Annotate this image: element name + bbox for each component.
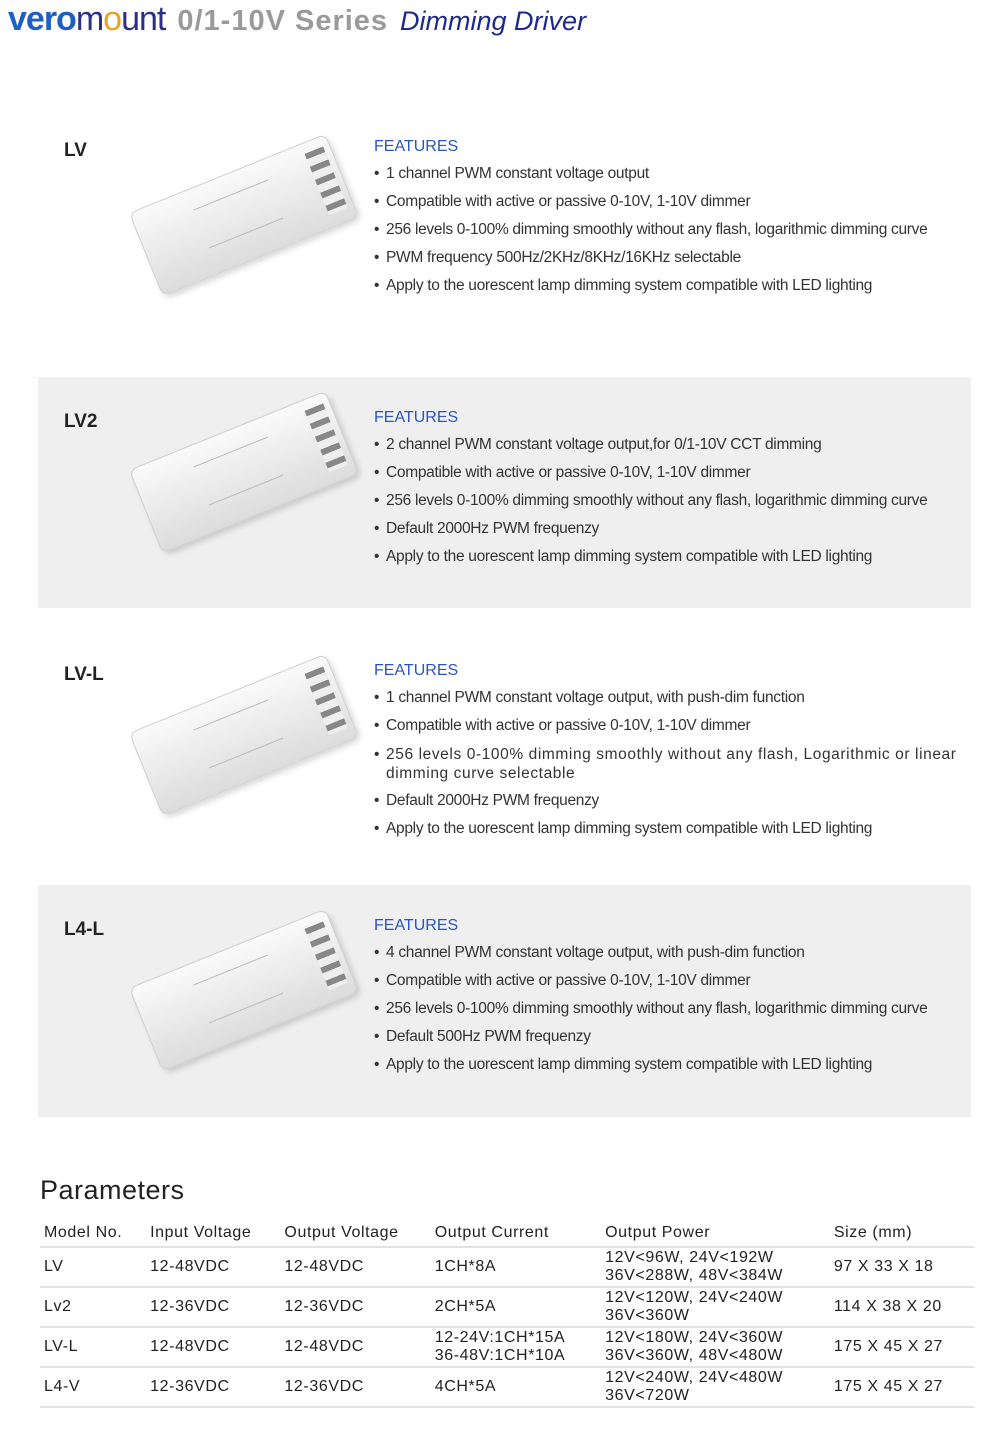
table-cell (431, 1247, 601, 1287)
features-block (374, 662, 964, 843)
cell-line: 2CH*5A (434, 1298, 497, 1315)
feature-item: • 1 channel PWM constant voltage output (374, 160, 964, 188)
cell-line: 1CH*8A (434, 1258, 497, 1275)
cell-line: 4CH*5A (434, 1378, 497, 1395)
header (8, 0, 586, 40)
series-title: 0/1-10V Series (177, 5, 389, 37)
feature-item: • 256 levels 0-100% dimming smoothly without any flash, logarithmic dimming curve (374, 216, 964, 244)
cell-line: 12V<120W, 24V<240W (605, 1289, 784, 1306)
features-block (374, 138, 964, 300)
table-cell: 12-36VDC (146, 1287, 280, 1327)
feature-item: • Compatible with active or passive 0-10V, 1-10V dimmer (374, 967, 964, 995)
features-heading: FEATURES (374, 662, 459, 679)
column-header: Size (mm) (830, 1220, 974, 1247)
column-header: Output Current (431, 1220, 601, 1247)
product-section-lv2 (38, 377, 971, 608)
feature-item: • Default 500Hz PWM frequenzy (374, 1023, 964, 1051)
feature-item: • Apply to the uorescent lamp dimming system compatible with LED lighting (374, 543, 964, 571)
table-cell: 12-48VDC (280, 1247, 430, 1287)
feature-item: • PWM frequency 500Hz/2KHz/8KHz/16KHz selectable (374, 244, 964, 272)
table-cell: LV (40, 1247, 146, 1287)
parameters-table (40, 1220, 974, 1408)
feature-item: • 1 channel PWM constant voltage output, with push-dim function (374, 684, 964, 712)
column-header: Model No. (40, 1220, 146, 1247)
table-cell: 97 X 33 X 18 (830, 1247, 974, 1287)
feature-item: • 256 levels 0-100% dimming smoothly without any flash, Logarithmic or linear dimming curve selectable (374, 740, 964, 787)
features-heading: FEATURES (374, 138, 459, 155)
table-cell (431, 1327, 601, 1367)
feature-item: • Compatible with active or passive 0-10V, 1-10V dimmer (374, 188, 964, 216)
page-title: Dimming Driver (400, 6, 587, 36)
table-row (40, 1327, 974, 1367)
table-cell: 12-36VDC (280, 1287, 430, 1327)
model-name: L4-L (64, 919, 105, 940)
cell-line: 12-24V:1CH*15A (434, 1329, 566, 1346)
cell-line: 36V<360W (605, 1307, 690, 1324)
column-header: Output Voltage (280, 1220, 430, 1247)
cell-line: 12V<240W, 24V<480W (605, 1369, 784, 1386)
feature-item: • 2 channel PWM constant voltage output,for 0/1-10V CCT dimming (374, 431, 964, 459)
feature-item: • Compatible with active or passive 0-10V, 1-10V dimmer (374, 459, 964, 487)
table-cell: L4-V (40, 1367, 146, 1407)
feature-item: • Compatible with active or passive 0-10V, 1-10V dimmer (374, 712, 964, 740)
cell-line: 12V<96W, 24V<192W (605, 1249, 774, 1266)
features-block (374, 409, 964, 571)
table-cell (601, 1327, 830, 1367)
column-header: Input Voltage (146, 1220, 280, 1247)
table-row (40, 1287, 974, 1327)
product-section-lv-l (38, 630, 971, 865)
table-cell: 114 X 38 X 20 (830, 1287, 974, 1327)
feature-item: • Apply to the uorescent lamp dimming system compatible with LED lighting (374, 272, 964, 300)
table-cell: LV-L (40, 1327, 146, 1367)
features-heading: FEATURES (374, 409, 459, 426)
feature-item: • 256 levels 0-100% dimming smoothly without any flash, logarithmic dimming curve (374, 995, 964, 1023)
cell-line: 36-48V:1CH*10A (434, 1347, 566, 1364)
feature-item: • Default 2000Hz PWM frequenzy (374, 515, 964, 543)
features-heading: FEATURES (374, 917, 459, 934)
feature-item: • Apply to the uorescent lamp dimming system compatible with LED lighting (374, 815, 964, 843)
column-header: Output Power (601, 1220, 830, 1247)
cell-line: 36V<360W, 48V<480W (605, 1347, 784, 1364)
cell-line: 36V<288W, 48V<384W (605, 1267, 784, 1284)
product-section-l4-l (38, 885, 971, 1117)
table-cell: Lv2 (40, 1287, 146, 1327)
table-cell (431, 1367, 601, 1407)
feature-item: • Apply to the uorescent lamp dimming system compatible with LED lighting (374, 1051, 964, 1079)
table-row (40, 1247, 974, 1287)
table-cell: 12-36VDC (280, 1367, 430, 1407)
table-cell: 175 X 45 X 27 (830, 1367, 974, 1407)
parameters-title: Parameters (40, 1175, 185, 1205)
product-image (129, 909, 359, 1072)
table-cell: 12-48VDC (146, 1247, 280, 1287)
cell-line: 36V<720W (605, 1387, 690, 1404)
table-cell: 12-36VDC (146, 1367, 280, 1407)
product-image (129, 391, 359, 554)
features-block (374, 917, 964, 1079)
table-cell (601, 1247, 830, 1287)
product-image (129, 134, 359, 297)
table-cell: 175 X 45 X 27 (830, 1327, 974, 1367)
table-cell: 12-48VDC (146, 1327, 280, 1367)
table-row (40, 1367, 974, 1407)
feature-item: • 256 levels 0-100% dimming smoothly without any flash, logarithmic dimming curve (374, 487, 964, 515)
table-cell (601, 1367, 830, 1407)
model-name: LV-L (64, 664, 104, 685)
product-image (129, 654, 359, 817)
model-name: LV (64, 140, 87, 161)
feature-item: • 4 channel PWM constant voltage output, with push-dim function (374, 939, 964, 967)
model-name: LV2 (64, 411, 98, 432)
table-cell (601, 1287, 830, 1327)
cell-line: 12V<180W, 24V<360W (605, 1329, 784, 1346)
brand-logo: veromount (8, 0, 166, 38)
table-cell: 12-48VDC (280, 1327, 430, 1367)
table-cell (431, 1287, 601, 1327)
product-section-lv (38, 120, 971, 360)
feature-item: • Default 2000Hz PWM frequenzy (374, 787, 964, 815)
